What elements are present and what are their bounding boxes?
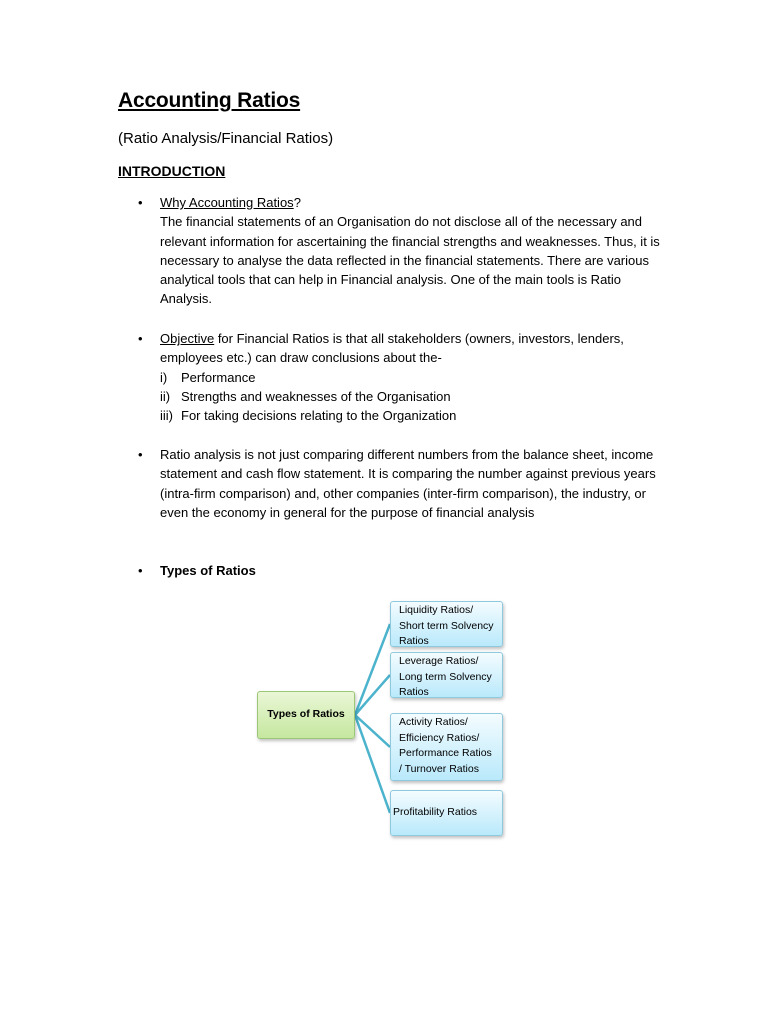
node-line: / Turnover Ratios	[399, 762, 479, 775]
bullet-types	[160, 561, 660, 580]
list-item	[160, 406, 660, 425]
node-line: Leverage Ratios/	[399, 655, 479, 667]
list-item-number: ii)	[160, 388, 171, 404]
bullet-marker: •	[138, 563, 143, 578]
why-heading-trail: ?	[293, 195, 301, 210]
node-line: Short term Solvency	[399, 619, 494, 632]
objective-heading: Objective	[160, 331, 215, 346]
node-line: Ratios	[399, 635, 429, 647]
connector-lines	[355, 624, 390, 813]
types-heading: Types of Ratios	[160, 563, 256, 578]
list-item	[160, 368, 660, 387]
diagram-node-liquidity	[390, 601, 503, 647]
node-line: Efficiency Ratios/	[399, 731, 480, 744]
node-line: Liquidity Ratios/	[399, 604, 474, 616]
node-line: Profitability Ratios	[393, 806, 478, 819]
section-heading: INTRODUCTION	[118, 163, 226, 179]
list-item	[160, 387, 660, 406]
objective-body: for Financial Ratios is that all stakeholders (owners, investors, lenders, employees etc.) can draw conclusions about the-	[160, 331, 624, 366]
why-heading: Why Accounting Ratios	[160, 195, 294, 210]
connector-line	[355, 715, 390, 813]
connector-line	[355, 715, 390, 747]
bullet-marker: •	[138, 447, 143, 462]
list-item-number: iii)	[160, 408, 173, 424]
diagram-node-leverage	[390, 652, 503, 698]
bullet-marker: •	[138, 195, 143, 210]
connector-line	[355, 675, 390, 715]
bullet-objective	[160, 329, 660, 425]
node-line: Long term Solvency	[399, 670, 492, 683]
node-line: Performance Ratios	[399, 747, 492, 759]
list-item-text: Performance	[181, 369, 256, 385]
bullet-marker: •	[138, 331, 143, 346]
list-item-text: For taking decisions relating to the Organization	[181, 408, 457, 424]
page-title: Accounting Ratios	[118, 89, 301, 112]
node-line: Activity Ratios/	[399, 716, 468, 728]
page-subtitle: (Ratio Analysis/Financial Ratios)	[118, 130, 334, 147]
list-item-number: i)	[160, 369, 168, 385]
diagram-root-node	[257, 691, 355, 739]
node-line: Ratios	[399, 686, 429, 698]
why-body: The financial statements of an Organisation do not disclose all of the necessary and relevant information for ascertaining the financial strengths and weaknesses. Thus, it is necessary to analyse the data reflected in the financial statements. There are various analytical tools that can help in Financial analysis. One of the main tools is Ratio Analysis.	[160, 214, 660, 307]
diagram-node-activity	[390, 713, 503, 781]
diagram-root-label: Types of Ratios	[267, 708, 345, 721]
connector-line	[355, 624, 390, 715]
bullet-why	[160, 193, 660, 309]
list-item-text: Strengths and weaknesses of the Organisation	[181, 388, 451, 404]
analysis-body: Ratio analysis is not just comparing different numbers from the balance sheet, income statement and cash flow statement. It is comparing the number against previous years (intra-firm comparison) and, other companies (inter-firm comparison), the industry, or even the economy in general for the purpose of financial analysis	[160, 447, 656, 520]
diagram-node-profitability	[390, 790, 503, 836]
objective-list	[160, 368, 660, 426]
bullet-analysis	[160, 445, 660, 522]
